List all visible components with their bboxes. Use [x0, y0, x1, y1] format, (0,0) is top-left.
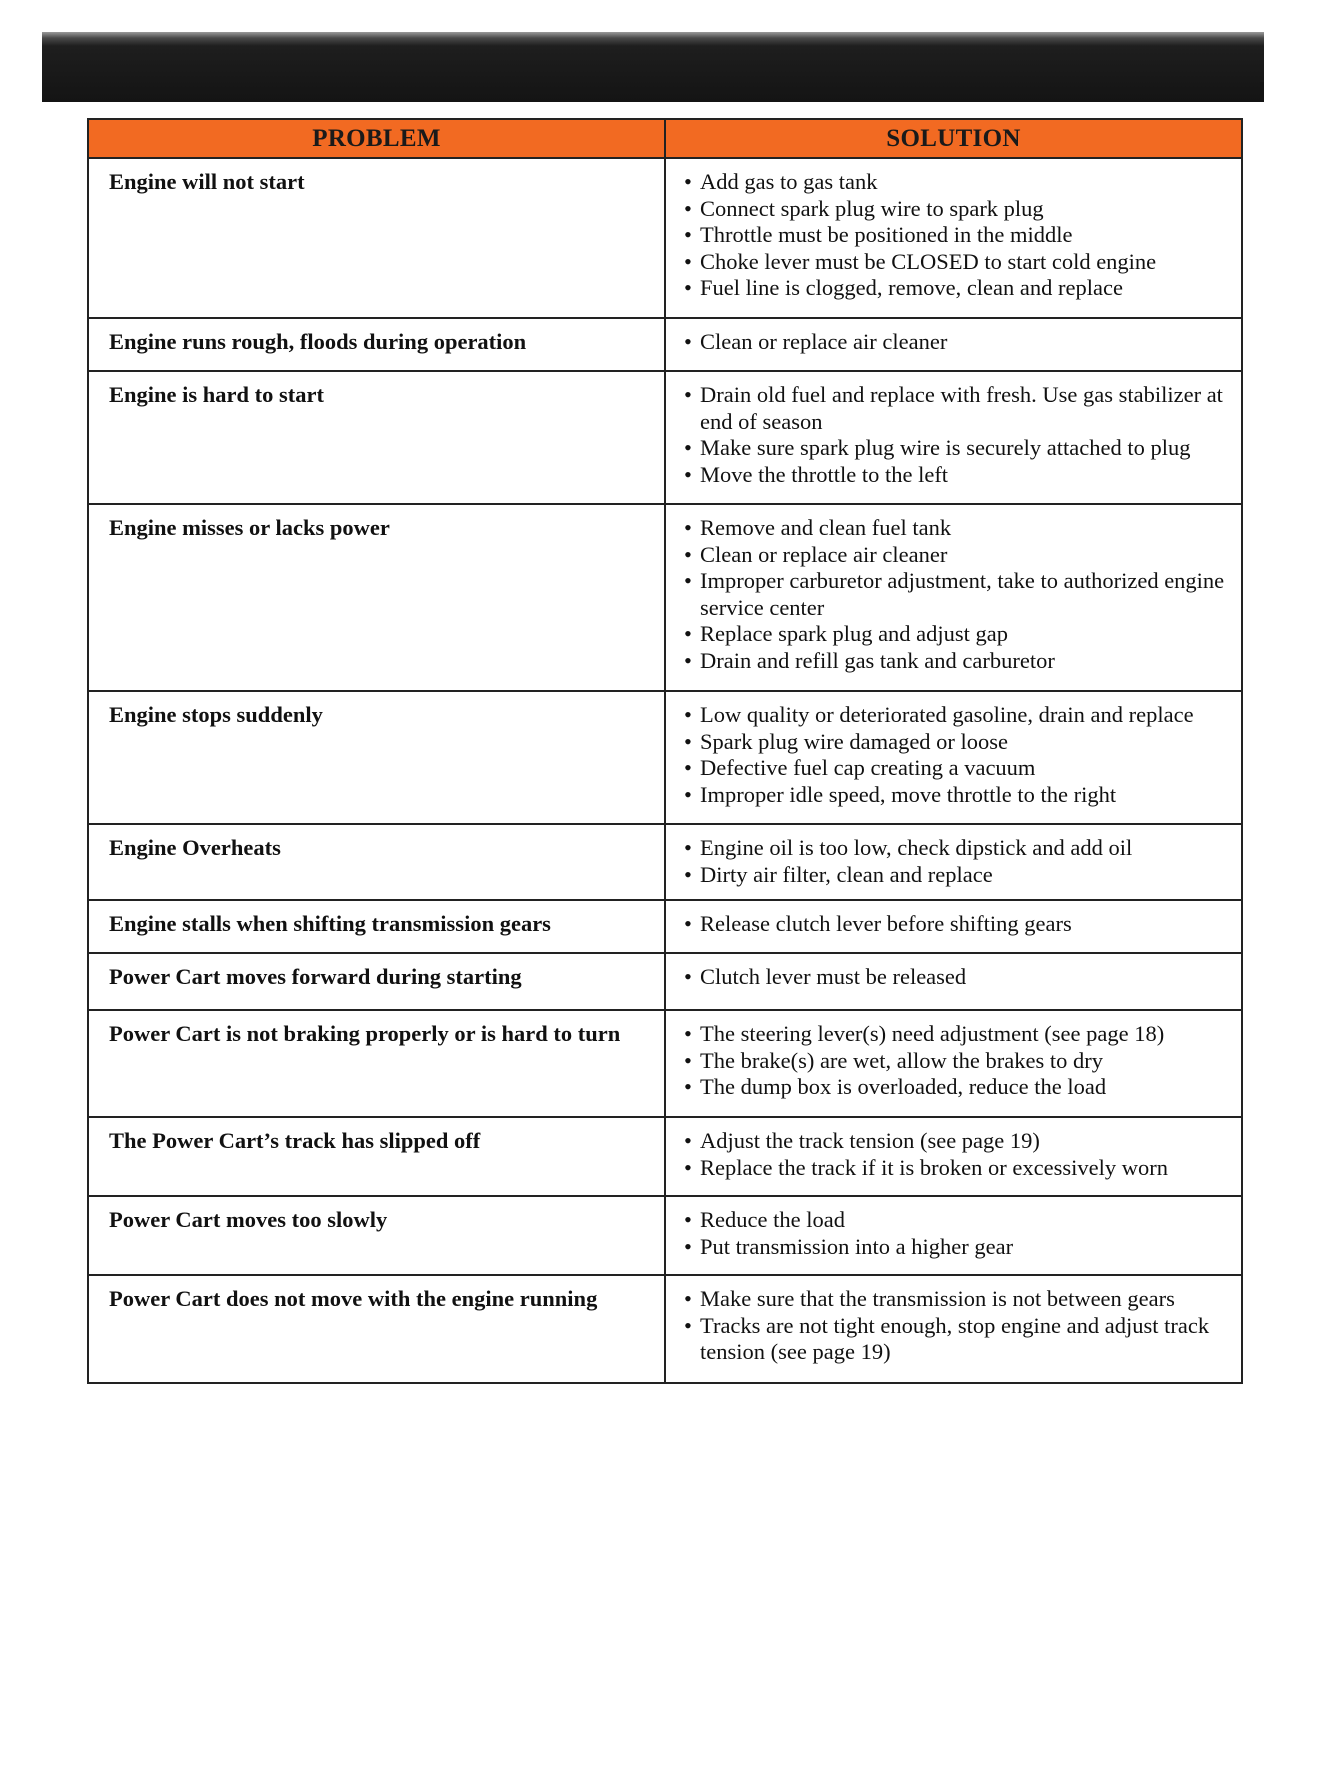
problem-cell: Engine misses or lacks power: [88, 504, 665, 691]
solution-cell: [665, 504, 1242, 691]
problem-cell: Power Cart does not move with the engine running: [88, 1275, 665, 1383]
solution-list: [684, 1128, 1235, 1181]
solution-item: • Clutch lever must be released: [684, 964, 1235, 991]
solution-list: [684, 1021, 1235, 1101]
solution-item: • Choke lever must be CLOSED to start cold engine: [684, 249, 1235, 276]
solution-list: [684, 964, 1235, 991]
solution-item: • Throttle must be positioned in the middle: [684, 222, 1235, 249]
table-row: [88, 900, 1242, 953]
solution-cell: [665, 318, 1242, 371]
solution-cell: [665, 900, 1242, 953]
solution-item: • The steering lever(s) need adjustment (see page 18): [684, 1021, 1235, 1048]
solution-item: • Low quality or deteriorated gasoline, drain and replace: [684, 702, 1235, 729]
table-row: [88, 824, 1242, 900]
solution-list: [684, 382, 1235, 488]
solution-item: • Replace the track if it is broken or excessively worn: [684, 1155, 1235, 1182]
solution-list: [684, 1207, 1235, 1260]
problem-cell: Engine stalls when shifting transmission gears: [88, 900, 665, 953]
solution-item: • Put transmission into a higher gear: [684, 1234, 1235, 1261]
solution-item: • Replace spark plug and adjust gap: [684, 621, 1235, 648]
header-bar-edge: [1260, 82, 1264, 102]
solution-item: • Improper carburetor adjustment, take to authorized engine service center: [684, 568, 1235, 621]
solution-item: • Improper idle speed, move throttle to the right: [684, 782, 1235, 809]
solution-item: • Clean or replace air cleaner: [684, 542, 1235, 569]
table-row: [88, 1275, 1242, 1383]
solution-item: • Clean or replace air cleaner: [684, 329, 1235, 356]
table-header-row: [88, 119, 1242, 158]
table-row: [88, 504, 1242, 691]
solution-item: • Defective fuel cap creating a vacuum: [684, 755, 1235, 782]
solution-item: • The brake(s) are wet, allow the brakes to dry: [684, 1048, 1235, 1075]
solution-item: • Tracks are not tight enough, stop engine and adjust track tension (see page 19): [684, 1313, 1235, 1366]
problem-cell: Engine Overheats: [88, 824, 665, 900]
table-row: [88, 1010, 1242, 1117]
solution-cell: [665, 824, 1242, 900]
solution-list: [684, 329, 1235, 356]
problem-column-header: PROBLEM: [88, 119, 665, 158]
problem-cell: Power Cart is not braking properly or is hard to turn: [88, 1010, 665, 1117]
table-row: [88, 953, 1242, 1010]
solution-list: [684, 835, 1235, 888]
table-row: [88, 1117, 1242, 1196]
problem-cell: Power Cart moves too slowly: [88, 1196, 665, 1275]
solution-cell: [665, 158, 1242, 318]
problem-cell: Engine is hard to start: [88, 371, 665, 504]
solution-cell: [665, 1196, 1242, 1275]
solution-item: • Make sure that the transmission is not between gears: [684, 1286, 1235, 1313]
solution-list: [684, 169, 1235, 302]
header-bar: [42, 32, 1264, 102]
solution-cell: [665, 1117, 1242, 1196]
problem-cell: The Power Cart’s track has slipped off: [88, 1117, 665, 1196]
solution-cell: [665, 1010, 1242, 1117]
solution-cell: [665, 371, 1242, 504]
problem-cell: Engine runs rough, floods during operation: [88, 318, 665, 371]
problem-cell: Power Cart moves forward during starting: [88, 953, 665, 1010]
solution-column-header: SOLUTION: [665, 119, 1242, 158]
solution-item: • Drain old fuel and replace with fresh. Use gas stabilizer at end of season: [684, 382, 1235, 435]
solution-cell: [665, 1275, 1242, 1383]
solution-item: • Dirty air filter, clean and replace: [684, 862, 1235, 889]
solution-list: [684, 515, 1235, 675]
solution-item: • Remove and clean fuel tank: [684, 515, 1235, 542]
troubleshooting-table: [87, 118, 1243, 1384]
solution-item: • The dump box is overloaded, reduce the load: [684, 1074, 1235, 1101]
solution-item: • Reduce the load: [684, 1207, 1235, 1234]
table-row: [88, 691, 1242, 824]
solution-list: [684, 702, 1235, 808]
solution-item: • Engine oil is too low, check dipstick and add oil: [684, 835, 1235, 862]
solution-list: [684, 1286, 1235, 1366]
solution-item: • Make sure spark plug wire is securely attached to plug: [684, 435, 1235, 462]
table-row: [88, 158, 1242, 318]
solution-item: • Adjust the track tension (see page 19): [684, 1128, 1235, 1155]
solution-item: • Spark plug wire damaged or loose: [684, 729, 1235, 756]
solution-item: • Connect spark plug wire to spark plug: [684, 196, 1235, 223]
solution-list: [684, 911, 1235, 938]
solution-item: • Move the throttle to the left: [684, 462, 1235, 489]
table-row: [88, 1196, 1242, 1275]
solution-item: • Drain and refill gas tank and carburetor: [684, 648, 1235, 675]
problem-cell: Engine will not start: [88, 158, 665, 318]
solution-item: • Release clutch lever before shifting gears: [684, 911, 1235, 938]
problem-cell: Engine stops suddenly: [88, 691, 665, 824]
solution-cell: [665, 953, 1242, 1010]
solution-item: • Add gas to gas tank: [684, 169, 1235, 196]
solution-item: • Fuel line is clogged, remove, clean and replace: [684, 275, 1235, 302]
solution-cell: [665, 691, 1242, 824]
table-row: [88, 318, 1242, 371]
table-row: [88, 371, 1242, 504]
